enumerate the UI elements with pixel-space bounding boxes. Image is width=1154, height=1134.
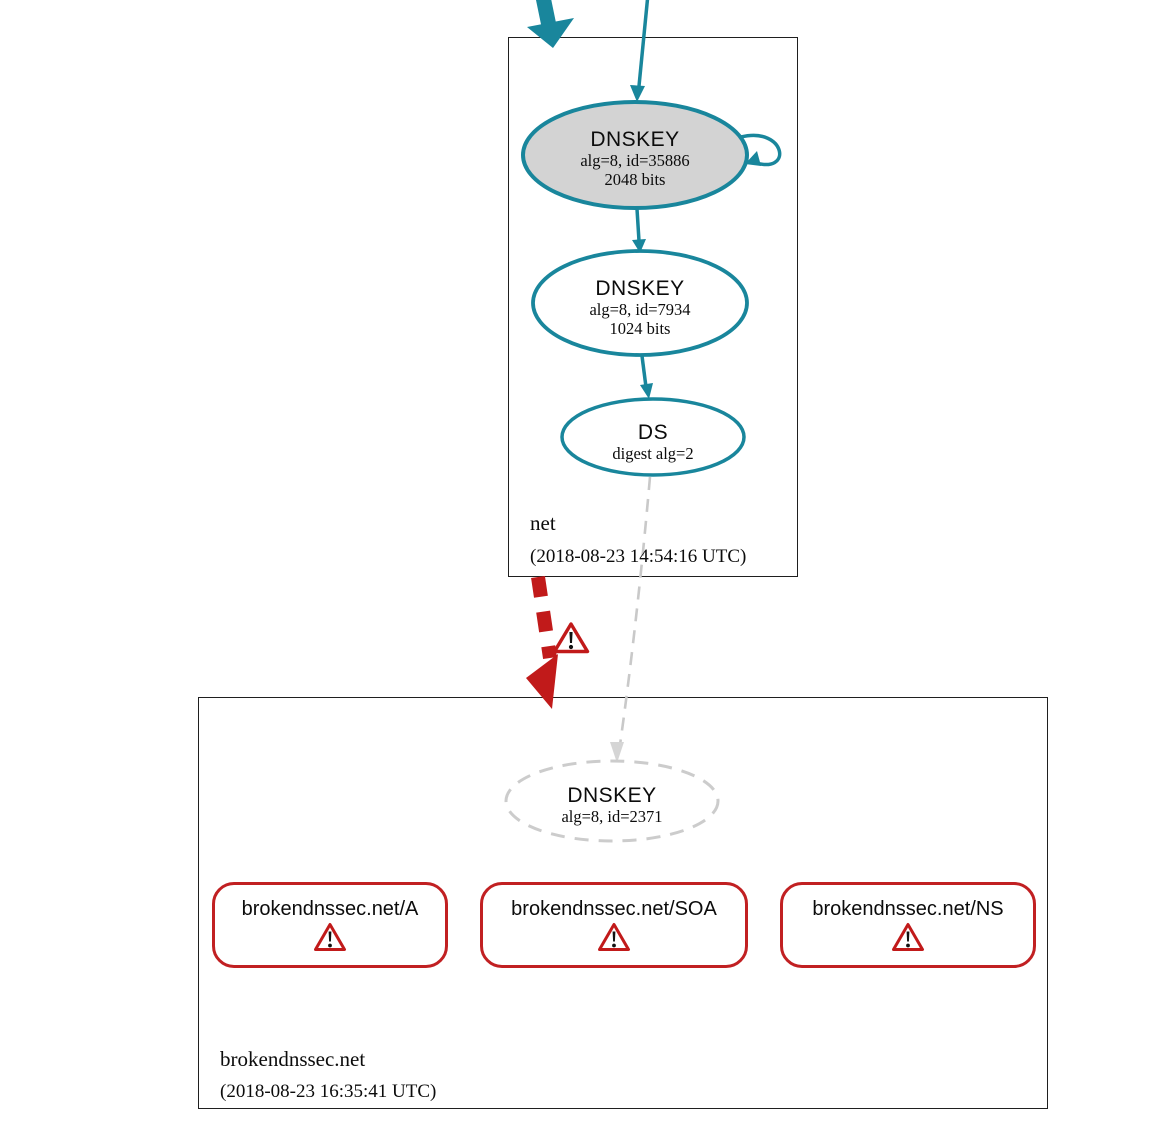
- arrowhead: [526, 654, 558, 709]
- node-detail: 2048 bits: [604, 169, 666, 189]
- edge-shaft: [619, 477, 650, 752]
- warning-icon: [597, 922, 631, 952]
- edge-shaft: [542, 0, 549, 26]
- node-dnskey-7934[interactable]: [533, 253, 747, 355]
- node-rrset-soa[interactable]: [480, 882, 748, 968]
- node-dnskey-2371[interactable]: [506, 763, 718, 841]
- exclamation-dot: [906, 944, 910, 948]
- node-rrset-ns[interactable]: [780, 882, 1036, 968]
- zone-label-brokendnssec: brokendnssec.net: [220, 1047, 366, 1071]
- warning-icon-delegation: [552, 621, 590, 655]
- warning-icon: [313, 922, 347, 952]
- node-dnskey-35886[interactable]: [523, 104, 747, 208]
- zone-timestamp-brokendnssec: (2018-08-23 16:35:41 UTC): [220, 1081, 437, 1102]
- edge-dnskey-35886-to-dnskey-7934: [632, 209, 646, 253]
- arrowhead: [630, 85, 645, 102]
- edge-parent-delegation-thick: [527, 0, 574, 48]
- node-detail: alg=8, id=35886: [580, 150, 690, 170]
- node-ds[interactable]: [562, 401, 744, 475]
- node-title: DNSKEY: [595, 276, 685, 300]
- zone-label-net: net: [530, 511, 556, 535]
- arrowhead: [640, 383, 653, 399]
- edge-shaft: [642, 356, 646, 387]
- node-detail: alg=8, id=2371: [561, 807, 663, 826]
- warning-icon: [891, 922, 925, 952]
- edge-shaft: [637, 209, 639, 241]
- node-title: DNSKEY: [567, 784, 657, 807]
- node-title: DNSKEY: [590, 127, 680, 151]
- exclamation-dot: [612, 944, 616, 948]
- edge-ds-to-dnskey-2371-dashed: [610, 477, 650, 763]
- edge-shaft: [639, 0, 648, 86]
- edge-dnskey-7934-to-ds: [640, 356, 653, 399]
- edge-parent-to-dnskey-35886: [630, 0, 648, 102]
- node-title: DS: [637, 421, 669, 444]
- exclamation-dot: [328, 944, 332, 948]
- node-rrset-a[interactable]: [212, 882, 448, 968]
- node-detail: digest alg=2: [612, 444, 694, 463]
- node-detail: 1024 bits: [609, 318, 671, 338]
- edge-shaft: [538, 577, 550, 658]
- rrset-label: brokendnssec.net/NS: [812, 898, 1004, 920]
- node-detail: alg=8, id=7934: [589, 299, 691, 319]
- rrset-label: brokendnssec.net/A: [241, 898, 419, 920]
- arrowhead: [527, 18, 574, 48]
- rrset-label: brokendnssec.net/SOA: [511, 898, 717, 920]
- exclamation-dot: [569, 645, 573, 649]
- zone-timestamp-net: (2018-08-23 14:54:16 UTC): [530, 546, 747, 567]
